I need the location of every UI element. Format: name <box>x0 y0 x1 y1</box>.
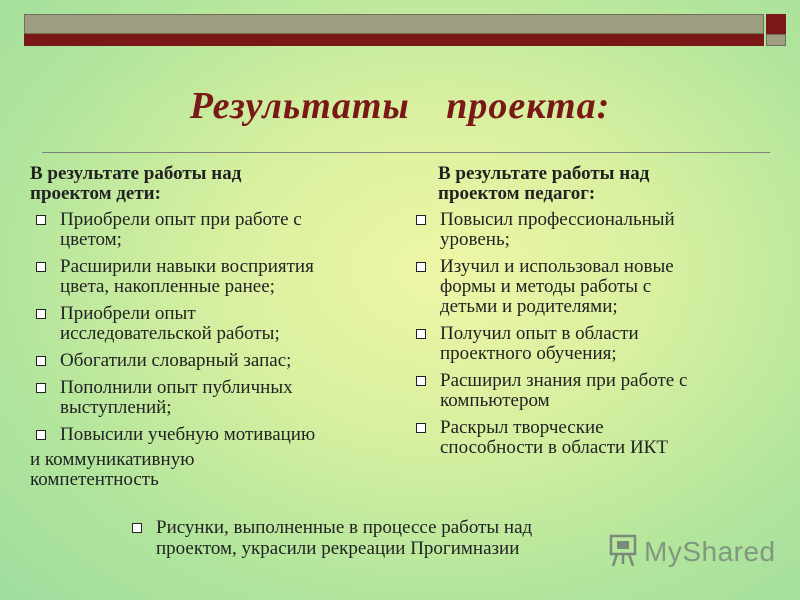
square-bullet-icon <box>36 383 46 393</box>
slide-title: Результаты проекта: <box>189 85 611 127</box>
square-bullet-icon <box>416 376 426 386</box>
teacher-heading-line1: В результате работы над <box>438 163 650 184</box>
header-decoration <box>24 14 786 46</box>
list-item-line: уровень; <box>440 229 510 250</box>
list-item-line: Расширил знания при работе с <box>440 370 688 391</box>
list-item-line: выступлений; <box>60 397 172 418</box>
square-bullet-icon <box>36 356 46 366</box>
continuation-line: и коммуникативную <box>30 449 195 470</box>
list-item-line: Изучил и использовал новые <box>440 256 674 277</box>
square-bullet-icon <box>36 215 46 225</box>
header-square-grey <box>766 34 786 46</box>
list-item <box>410 371 760 411</box>
list-item <box>410 210 760 250</box>
list-item-line: Раскрыл творческие <box>440 417 604 438</box>
list-item-line: исследовательской работы; <box>60 323 280 344</box>
list-item-line: Приобрели опыт <box>60 303 196 324</box>
children-heading-line1: В результате работы над <box>30 163 242 184</box>
teacher-results-column <box>410 164 760 465</box>
list-item-line: Пополнили опыт публичных <box>60 377 293 398</box>
list-item <box>30 304 380 344</box>
list-item-line: компьютером <box>440 390 550 411</box>
children-heading <box>30 164 380 204</box>
header-square-red <box>766 14 786 34</box>
teacher-heading <box>410 164 760 204</box>
list-item-line: Приобрели опыт при работе с <box>60 209 302 230</box>
list-item-line: Получил опыт в области <box>440 323 639 344</box>
header-bar-grey <box>24 14 764 34</box>
square-bullet-icon <box>132 523 142 533</box>
list-item-line: формы и методы работы с <box>440 276 652 297</box>
square-bullet-icon <box>36 309 46 319</box>
square-bullet-icon <box>416 215 426 225</box>
watermark-logo <box>608 532 788 572</box>
list-item-line: Расширили навыки восприятия <box>60 256 314 277</box>
bottom-note <box>130 517 650 559</box>
bottom-note-text <box>130 517 650 559</box>
header-bar-red <box>24 34 764 46</box>
list-item-line: проектного обучения; <box>440 343 617 364</box>
bottom-note-line: Рисунки, выполненные в процессе работы над <box>156 517 533 538</box>
list-item <box>30 210 380 250</box>
presentation-board-icon <box>608 532 640 570</box>
list-item <box>410 324 760 364</box>
children-results-column <box>30 164 380 490</box>
list-item <box>410 418 760 458</box>
teacher-heading-line2: проектом педагог: <box>438 183 596 204</box>
list-item <box>30 378 380 418</box>
square-bullet-icon <box>416 262 426 272</box>
list-item <box>410 257 760 317</box>
list-item-line: детьми и родителями; <box>440 296 618 317</box>
list-item <box>30 351 380 371</box>
square-bullet-icon <box>36 430 46 440</box>
list-item-line: цвета, накопленные ранее; <box>60 276 275 297</box>
list-item-line: Обогатили словарный запас; <box>60 350 292 371</box>
bottom-note-line: проектом, украсили рекреации Прогимназии <box>156 538 520 559</box>
square-bullet-icon <box>36 262 46 272</box>
list-item-line: Повысили учебную мотивацию <box>60 424 316 445</box>
list-continuation <box>30 450 380 490</box>
list-item <box>30 257 380 297</box>
square-bullet-icon <box>416 423 426 433</box>
title-divider <box>42 152 770 153</box>
list-item-line: цветом; <box>60 229 122 250</box>
square-bullet-icon <box>416 329 426 339</box>
list-item-line: способности в области ИКТ <box>440 437 668 458</box>
continuation-line: компетентность <box>30 469 159 490</box>
list-item-line: Повысил профессиональный <box>440 209 675 230</box>
watermark-text: MyShared <box>644 536 776 567</box>
list-item <box>30 425 380 445</box>
children-heading-line2: проектом дети: <box>30 183 161 204</box>
